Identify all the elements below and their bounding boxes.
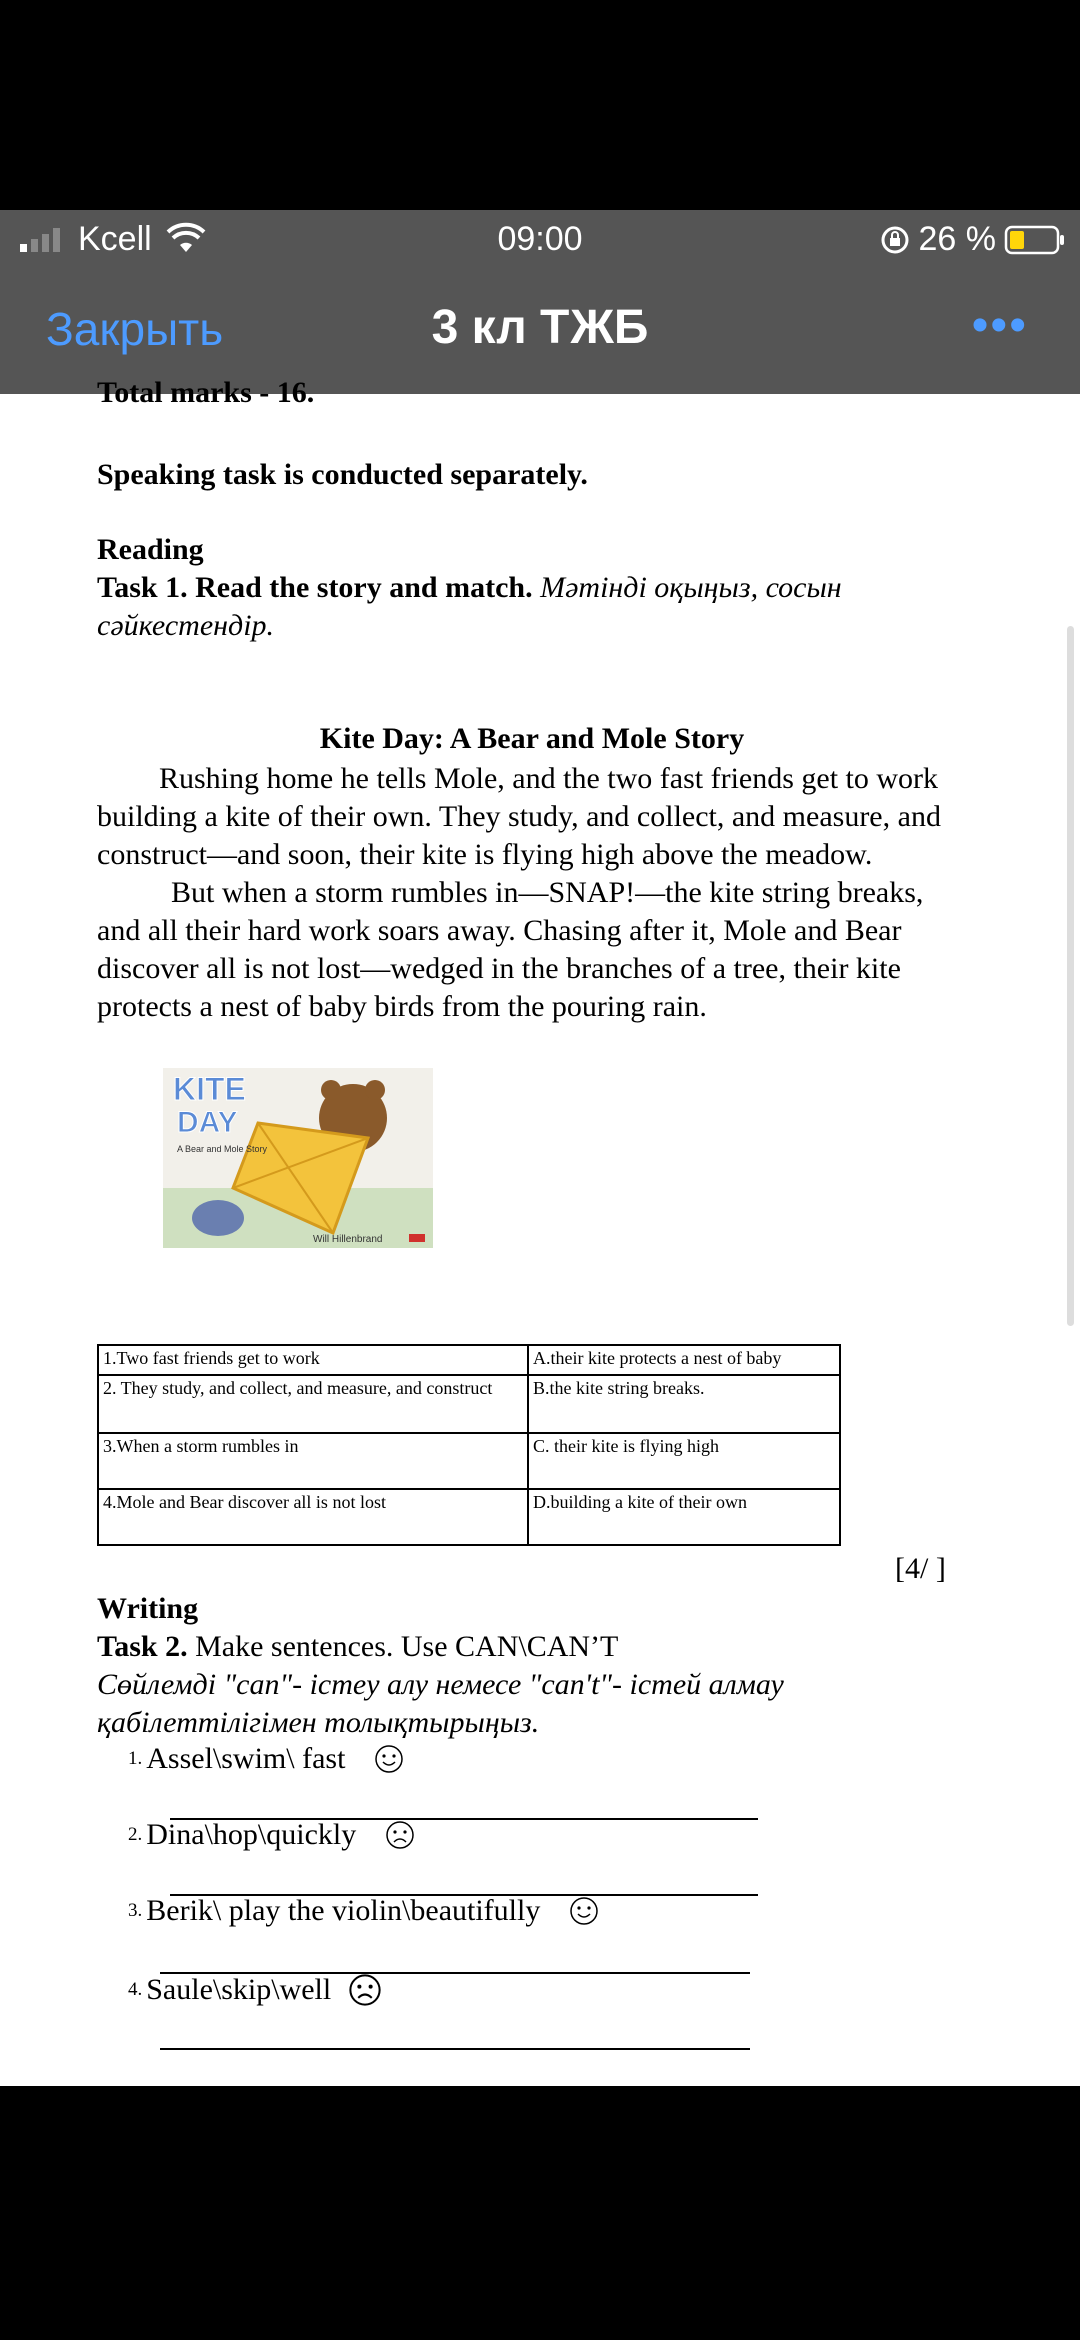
task1-instruction (97, 569, 842, 607)
scrollbar[interactable] (1067, 626, 1074, 1326)
task2-kazakh-1: Сөйлемді "can"- істеу алу немесе "can't"- істей алмау (97, 1668, 784, 1701)
carrier-label: Kcell (78, 220, 152, 258)
task1-kazakh-1: Мәтінді оқыңыз, сосын (540, 571, 842, 604)
more-options-button[interactable]: ••• (971, 299, 1028, 352)
reading-score: [4/ ] (895, 1552, 946, 1585)
cover-title-2: DAY (177, 1106, 238, 1139)
exercise-item-3: 3. Berik\ play the violin\beautifully (128, 1894, 600, 1928)
table-row (98, 1489, 840, 1545)
task2-kazakh-2: қабілеттілігімен толықтырыңыз. (97, 1706, 540, 1739)
task1-kazakh-2: сәйкестендір. (97, 609, 275, 642)
task2-instruction (97, 1628, 618, 1666)
answer-line[interactable] (160, 2048, 750, 2050)
bottom-black-area (0, 2086, 1080, 2340)
close-button[interactable]: Закрыть (46, 303, 224, 355)
sad-face-icon (347, 1972, 383, 2008)
task2-text: Make sentences. Use CAN\CAN’T (195, 1630, 619, 1663)
mole-figure (192, 1200, 244, 1236)
table-row (98, 1375, 840, 1433)
task1-bold: Task 1. Read the story and match. (97, 571, 533, 604)
exercise-text: Dina\hop\quickly (146, 1818, 357, 1851)
story-paragraph-1: Rushing home he tells Mole, and the two fast friends get to work building a kite of their own. They study, and collect, and measure, and construct—and soon, their kite is flying high above the meadow. (97, 762, 941, 871)
exercise-item-2: 2. Dina\hop\quickly (128, 1818, 416, 1852)
clock: 09:00 (497, 220, 583, 258)
document-page[interactable] (0, 376, 1080, 2086)
status-bar (0, 210, 1080, 272)
speaking-note: Speaking task is conducted separately. (97, 458, 588, 491)
table-cell: 1.Two fast friends get to work (98, 1345, 528, 1375)
exercise-item-4: 4. Saule\skip\well (128, 1972, 383, 2008)
cover-author: Will Hillenbrand (313, 1234, 383, 1245)
sad-face-icon (384, 1819, 416, 1851)
document-title: 3 кл ТЖБ (431, 301, 649, 354)
writing-heading: Writing (97, 1592, 199, 1625)
table-cell: 4.Mole and Bear discover all is not lost (98, 1489, 528, 1545)
table-row (98, 1433, 840, 1489)
table-cell: D.building a kite of their own (528, 1489, 840, 1545)
top-black-area (0, 0, 1080, 210)
book-cover-image (163, 1068, 433, 1248)
table-cell: 3.When a storm rumbles in (98, 1433, 528, 1489)
exercise-text: Saule\skip\well (146, 1973, 332, 2006)
smiley-face-icon (568, 1895, 600, 1927)
story (97, 720, 967, 1026)
smiley-face-icon (373, 1743, 405, 1775)
exercise-text: Assel\swim\ fast (146, 1742, 346, 1775)
table-cell: B.the kite string breaks. (528, 1375, 840, 1433)
table-row (98, 1345, 840, 1375)
table-cell: A.their kite protects a nest of baby (528, 1345, 840, 1375)
battery-icon (1004, 224, 1066, 256)
story-paragraph-2: But when a storm rumbles in—SNAP!—the kite string breaks, and all their hard work soars away. Chasing after it, Mole and Bear discover all is not lost—wedged in the branches of a tree, their kite protects a nest of baby birds from the pouring rain. (97, 876, 924, 1023)
cover-subtitle: A Bear and Mole Story (177, 1144, 268, 1154)
story-title: Kite Day: A Bear and Mole Story (319, 722, 745, 755)
table-cell: C. their kite is flying high (528, 1433, 840, 1489)
exercise-item-1: 1. Assel\swim\ fast (128, 1742, 405, 1776)
total-marks-cut: Total marks - 16. (97, 376, 315, 409)
reading-heading: Reading (97, 533, 204, 566)
battery-percent: 26 % (918, 220, 996, 258)
table-cell: 2. They study, and collect, and measure, and construct (98, 1375, 528, 1433)
exercise-text: Berik\ play the violin\beautifully (146, 1894, 541, 1927)
cover-title-1: KITE (173, 1071, 246, 1107)
matching-table (97, 1344, 841, 1546)
task2-bold: Task 2. (97, 1630, 188, 1663)
rotation-lock-icon (879, 224, 911, 256)
